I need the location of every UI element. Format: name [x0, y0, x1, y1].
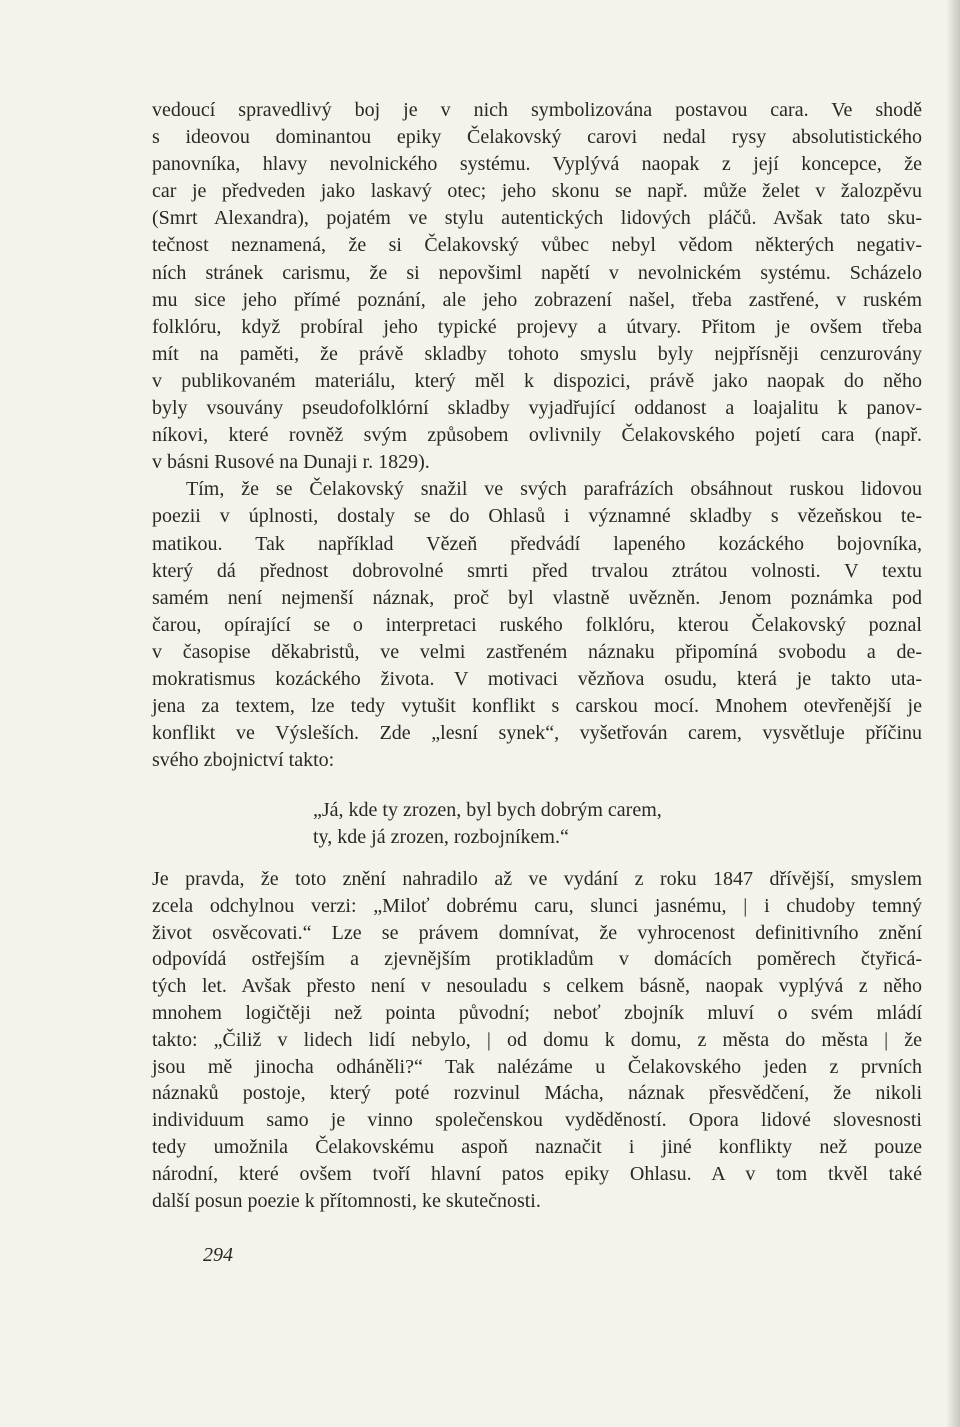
text-line: s ideovou dominantou epiky Čelakovský carovi nedal rysy absolutistického [152, 126, 922, 149]
text-line: Tím, že se Čelakovský snažil ve svých parafrázích obsáhnout ruskou lidovou [186, 478, 922, 501]
text-line: car je předveden jako laskavý otec; jeho skonu se např. může želet v žalozpěvu [152, 180, 922, 203]
text-line: mnohem logičtěji než pointa původní; neboť zbojník mluví o svém mládí [152, 1001, 922, 1024]
text-line: jena za textem, lze tedy vytušit konflikt s carskou mocí. Mnohem otevřenější je [152, 695, 922, 718]
text-line: svého zbojnictví takto: [152, 749, 335, 772]
text-line: samém není nejmenší náznak, proč byl vlastně uvězněn. Jenom poznámka pod [152, 586, 922, 609]
text-line: ních stránek carismu, že si nepovšiml napětí v nevolnickém systému. Scházelo [152, 261, 922, 284]
text-line: panovníka, hlavy nevolnického systému. Vyplývá naopak z její koncepce, že [152, 153, 922, 176]
text-line: další posun poezie k přítomnosti, ke skutečnosti. [152, 1189, 541, 1212]
page-number: 294 [203, 1244, 233, 1266]
text-line: v časopise děkabristů, ve velmi zastřeném náznaku připomíná svobodu a de- [152, 640, 922, 663]
text-line: jsou mě jinocha odháněli?“ Tak nalézáme u Čelakovského jeden z prvních [152, 1055, 922, 1078]
text-line: folklóru, když probíral jeho typické projevy a útvary. Přitom je ovšem třeba [152, 315, 922, 338]
text-line: který dá přednost dobrovolné smrti před trvalou ztrátou volnosti. V textu [152, 559, 922, 582]
text-line: matikou. Tak například Vězeň předvádí lapeného kozáckého bojovníka, [152, 532, 922, 555]
text-line: byly vsouvány pseudofolklórní skladby vyjadřující oddanost a loajalitu k panov- [152, 397, 922, 420]
text-line: vedoucí spravedlivý boj je v nich symbolizována postavou cara. Ve shodě [152, 99, 922, 121]
page-edge-shadow [946, 0, 960, 1427]
text-line: konflikt ve Výsleších. Zde „lesní synek“, vyšetřován carem, vysvětluje příčinu [152, 722, 922, 745]
text-line: život osvěcovati.“ Lze se právem domnívat, že vyhrocenost definitivního znění [152, 921, 922, 944]
text-line: náznaků postoje, který poté rozvinul Mácha, náznak přesvědčení, že nikoli [152, 1082, 922, 1105]
text-line: v básni Rusové na Dunaji r. 1829). [152, 451, 430, 474]
text-line: národní, které ovšem tvoří hlavní patos epiky Ohlasu. A v tom tkvěl také [152, 1162, 922, 1185]
text-line: (Smrt Alexandra), pojatém ve stylu autentických lidových pláčů. Avšak tato sku- [152, 207, 922, 230]
text-line: tedy umožnila Čelakovskému aspoň naznačit i jiné konflikty než pouze [152, 1135, 922, 1158]
text-line: tých let. Avšak přesto není v nesouladu s celkem básně, naopak vyplývá z něho [152, 975, 922, 998]
text-line: tečnost neznamená, že si Čelakovský vůbec nebyl vědom některých negativ- [152, 234, 922, 257]
body-text-lower [152, 866, 922, 1214]
text-line: v publikovaném materiálu, který měl k dispozici, právě jako naopak do něho [152, 369, 922, 392]
text-line: takto: „Čiliž v lidech lidí nebylo, | od domu k domu, z města do města | že [152, 1028, 922, 1051]
text-line: níkovi, které rovněž svým způsobem ovlivnily Čelakovského pojetí cara (např. [152, 424, 922, 447]
text-line: mu sice jeho přímé poznání, ale jeho zobrazení našel, třeba zastřené, v ruském [152, 288, 922, 311]
text-line: odpovídá ostřejším a zjevnějším protikladům v domácích poměrech čtyřicá- [152, 948, 922, 971]
verse-line: „Já, kde ty zrozen, byl bych dobrým carem, [313, 799, 662, 821]
verse-quote [313, 797, 662, 851]
text-line: mít na paměti, že právě skladby tohoto smyslu byly nejpřísněji cenzurovány [152, 342, 922, 365]
body-text-upper [152, 97, 922, 774]
text-line: čarou, opírající se o interpretaci ruského folklóru, kterou Čelakovský poznal [152, 613, 922, 636]
text-line: mokratismus kozáckého života. V motivaci vězňova osudu, která je takto uta- [152, 667, 922, 690]
verse-line: ty, kde já zrozen, rozbojníkem.“ [313, 826, 569, 849]
text-line: individuum samo je vinno společenskou vyděděností. Opora lidové slovesnosti [152, 1109, 922, 1132]
text-line: zcela odchylnou verzi: „Miloť dobrému caru, slunci jasnému, | i chudoby temný [152, 894, 922, 917]
text-line: Je pravda, že toto znění nahradilo až ve vydání z roku 1847 dřívější, smyslem [152, 868, 922, 890]
text-line: poezii v úplnosti, dostaly se do Ohlasů i významné skladby s vězeňskou te- [152, 505, 922, 528]
